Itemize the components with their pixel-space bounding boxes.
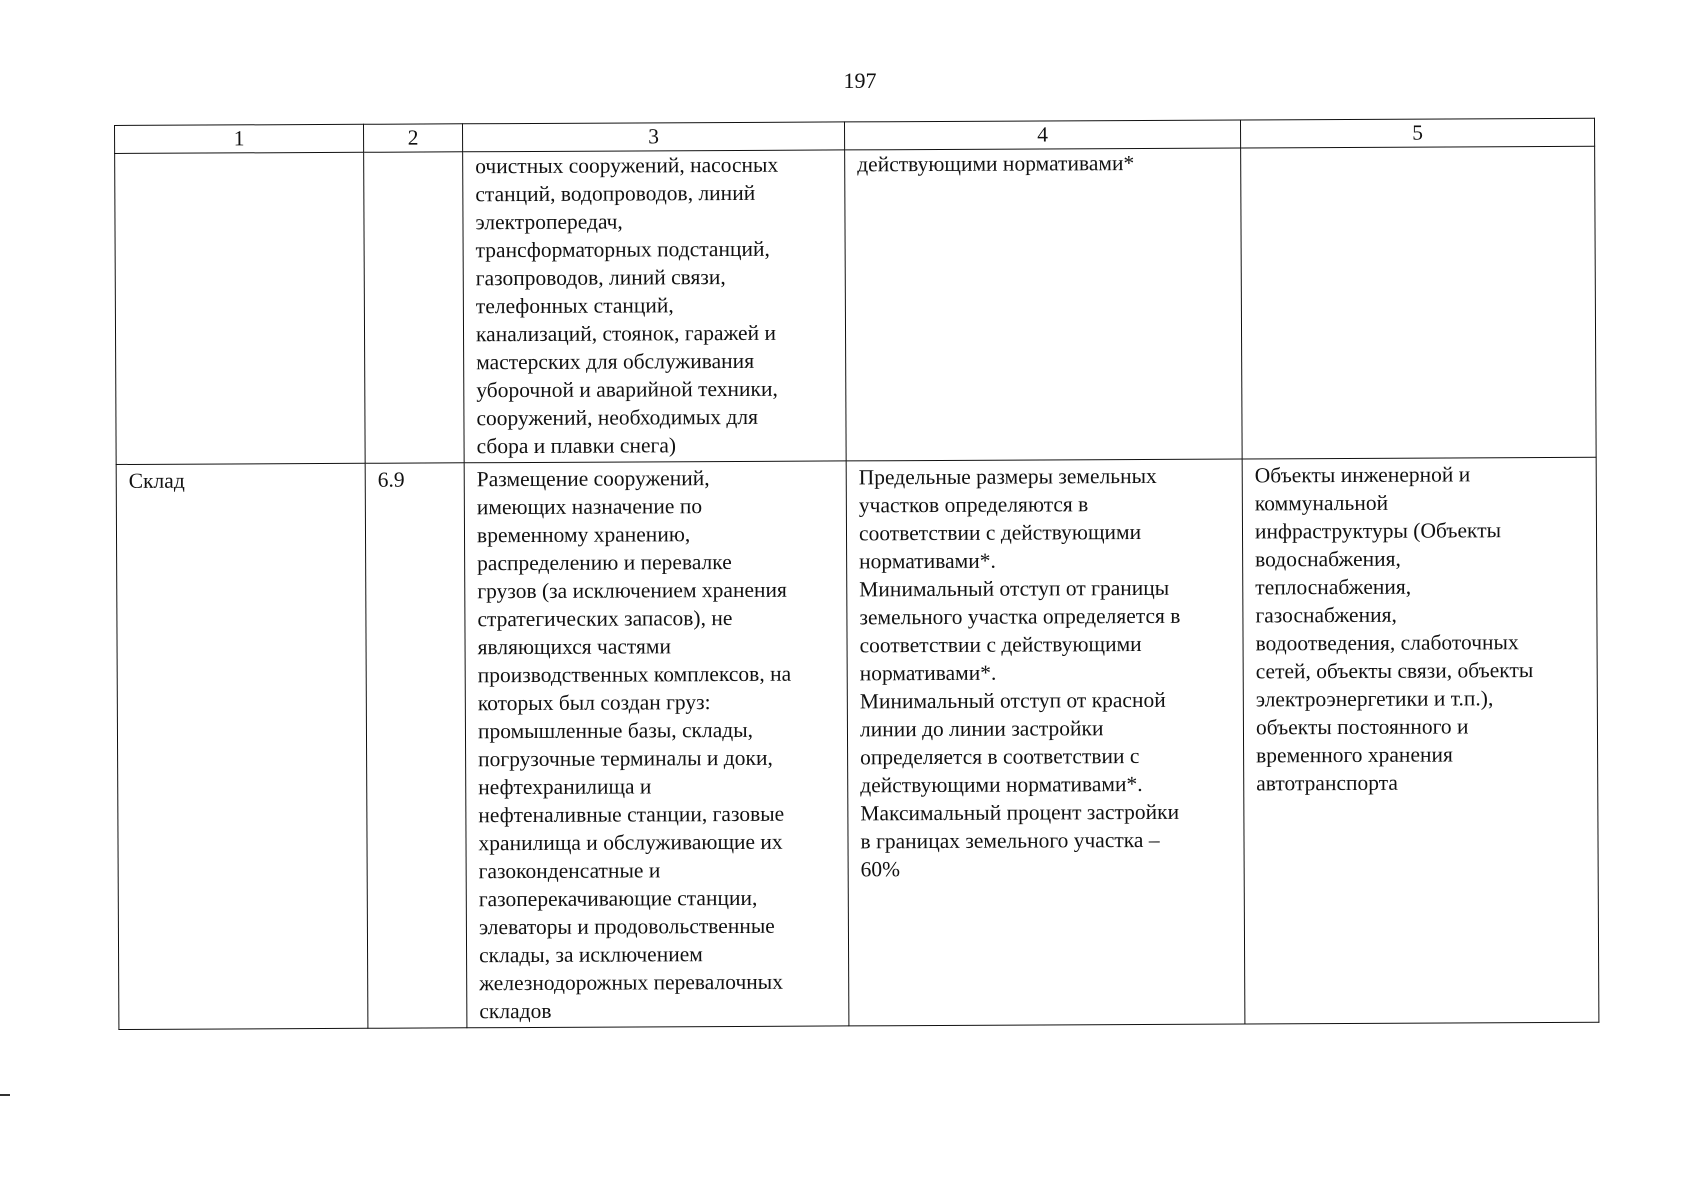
cell-text [127, 153, 353, 154]
cell-text: Склад [128, 468, 185, 493]
table-row [116, 457, 1599, 1029]
column-header-2: 2 [363, 124, 462, 152]
cell-text: Предельные размеры земельных участков определяются в соответствии с действующими нормативами*. Минимальный отступ от границы земельного участка определяется в соответствии с действующими нормативами*. Минимальный отступ от красной линии до линии застройки определяется в соответствии с действующими нормативами*. Максимальный процент застройки в границах земельного участка – 60% [858, 463, 1181, 882]
cell-parameters [845, 148, 1243, 461]
cell-text: Объекты инженерной и коммунальной инфраструктуры (Объекты водоснабжения, теплоснабжения, газоснабжения, водоотведения, слаботочных сетей, объекты связи, объекты электроэнергетики и т.п.), объекты постоянного и временного хранения автотранспорта [1254, 462, 1534, 796]
table-row [115, 146, 1597, 464]
cell-description [464, 461, 849, 1028]
cell-text [1253, 147, 1584, 149]
cell-land-use-type [116, 463, 368, 1029]
cell-land-use-type [115, 152, 366, 464]
cell-text: Размещение сооружений, имеющих назначение по временному хранению, распределению и перевалке грузов (за исключением хранения стратегических запасов), не являющихся частями производственных комплексов, на которых был создан груз: промышленные базы, склады, погрузочные терминалы и доки, нефтехранилища и нефтеналивные станции, газовые хранилища и обслуживающие их газоконденсатные и газоперекачивающие станции, элеваторы и продовольственные склады, за исключением железнодорожных перевалочных складов [476, 466, 792, 1024]
column-header-1: 1 [115, 124, 364, 153]
cell-parameters [846, 459, 1245, 1026]
column-header-3: 3 [462, 122, 844, 152]
cell-description [463, 150, 847, 463]
column-header-5: 5 [1240, 118, 1594, 148]
cell-auxiliary-uses [1242, 457, 1599, 1024]
cell-text: очистных сооружений, насосных станций, водопроводов, линий электропередач, трансформаторных подстанций, газопроводов, линий связи, телефонных станций, канализаций, стоянок, гаражей и мастерских для обслуживания уборочной и аварийной техники, сооружений, необходимых для сбора и плавки снега) [475, 152, 779, 459]
cell-code [365, 463, 467, 1028]
cell-code [364, 152, 465, 463]
cell-text: 6.9 [377, 467, 405, 492]
zoning-table [114, 118, 1599, 1030]
column-header-4: 4 [844, 120, 1240, 150]
cell-auxiliary-uses [1241, 146, 1597, 459]
cell-text: действующими нормативами* [857, 151, 1135, 177]
page-number: 197 [843, 68, 877, 93]
margin-mark [0, 1094, 10, 1096]
